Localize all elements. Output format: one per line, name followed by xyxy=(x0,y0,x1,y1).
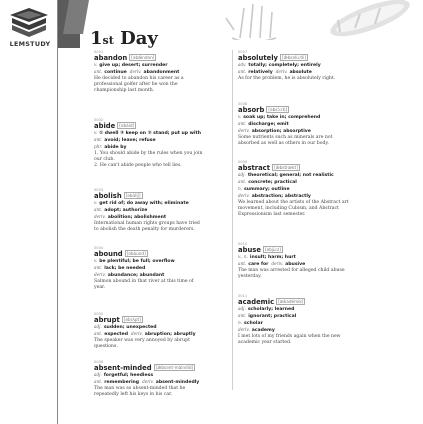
example-sentence: The man was arrested for alleged child abuse xyxy=(238,268,345,273)
part-of-speech: ant. xyxy=(94,207,103,212)
dictionary-entry xyxy=(94,188,226,233)
definition-text: be plentiful; be full; overflow xyxy=(99,259,175,264)
definition-line xyxy=(94,137,226,144)
headword-text: abrupt xyxy=(94,316,120,324)
part-of-speech: v. xyxy=(238,114,242,119)
definition-line xyxy=(94,69,226,76)
example-sentence: Some nutrients such as minerals are not xyxy=(238,135,333,140)
part-of-speech: ant. xyxy=(94,331,103,336)
definition-text: expected xyxy=(104,332,129,337)
example-sentence: year. xyxy=(94,285,106,290)
definition-line xyxy=(238,254,388,261)
definition-text: give up; desert; surrender xyxy=(99,63,168,68)
definition-text: relatively xyxy=(248,70,273,75)
entry-number: 0006 xyxy=(94,360,104,364)
definition-line xyxy=(238,186,388,193)
definition-text: insult; harm; hurt xyxy=(249,255,296,260)
headword xyxy=(94,54,226,62)
entry-number: 0004 xyxy=(94,246,104,250)
definition-line xyxy=(94,272,226,279)
part-of-speech: ant. xyxy=(238,69,247,74)
entry-number: 0010 xyxy=(238,242,248,246)
example-sentence: Salmon abound in that river at this time of xyxy=(94,279,194,284)
example-sentence: yesterday. xyxy=(238,274,262,279)
headword xyxy=(94,316,226,324)
headword xyxy=(238,106,388,114)
definition-text: absent-mindedly xyxy=(155,380,200,385)
definition-line xyxy=(94,265,226,272)
definition-text: abusive xyxy=(285,262,306,267)
part-of-speech: deriv. xyxy=(94,214,106,219)
definition-text: care for xyxy=(248,262,269,267)
example-sentence: As for the problem, he is absolutely right. xyxy=(238,76,336,81)
column-divider xyxy=(232,50,233,390)
definition-line xyxy=(94,324,226,331)
entry-number: 0001 xyxy=(94,50,104,54)
pronunciation: [ǽbsəlùːtli] xyxy=(281,55,306,60)
pronunciation: [əbjúːz] xyxy=(264,247,281,252)
definition-line xyxy=(238,62,388,69)
definition-line xyxy=(238,327,388,334)
definition-line xyxy=(238,320,388,327)
definition-text: ① dwell ② keep on ③ stand; put up with xyxy=(99,131,201,136)
headword xyxy=(94,192,226,200)
part-of-speech: adj. xyxy=(94,324,102,329)
example-sentence: The speaker was very annoyed by abrupt xyxy=(94,338,190,343)
definition-text: concrete; practical xyxy=(248,180,297,185)
headword xyxy=(238,164,388,172)
pronunciation: [əbrʌ́pt] xyxy=(123,317,141,322)
part-of-speech: ant. xyxy=(94,265,103,270)
definition-text: remembering xyxy=(104,380,140,385)
definition-line xyxy=(238,306,388,313)
part-of-speech: v. xyxy=(94,258,98,263)
part-of-speech: ant. xyxy=(94,137,103,142)
entry-number: 0008 xyxy=(238,102,248,106)
part-of-speech: adv. xyxy=(238,62,247,67)
example-sentence: The man was so absent-minded that he xyxy=(94,386,186,391)
part-of-speech: n. xyxy=(238,186,243,191)
part-of-speech: deriv. xyxy=(142,379,154,384)
page-title xyxy=(90,28,158,49)
headword xyxy=(238,298,388,306)
entry-number: 0005 xyxy=(94,312,104,316)
dictionary-entry xyxy=(94,50,226,94)
part-of-speech: ant. xyxy=(238,313,247,318)
headword-text: abide xyxy=(94,122,116,130)
definition-text: sudden; unexpected xyxy=(103,325,157,330)
part-of-speech: adj. xyxy=(94,372,102,377)
example-sentence: We learned about the artists of the Abstract art xyxy=(238,200,349,205)
part-of-speech: deriv. xyxy=(131,331,143,336)
header-hand-image xyxy=(220,0,420,40)
headword-text: absent-minded xyxy=(94,364,152,372)
part-of-speech: v., n. xyxy=(238,254,248,259)
pronunciation: [ǽbsənt-máindid] xyxy=(155,365,194,370)
headword-text: abandon xyxy=(94,54,128,62)
dictionary-entry xyxy=(94,246,226,291)
pronunciation: [ækədémik] xyxy=(278,299,304,304)
example-sentence: to abolish the death penalty for murderers. xyxy=(94,227,195,232)
dictionary-entry xyxy=(238,242,388,280)
definition-text: absorption; absorptive xyxy=(251,129,311,134)
example-sentence: movement, including Cubism, and Abstract xyxy=(238,206,339,211)
page-edge xyxy=(57,0,58,424)
part-of-speech: deriv. xyxy=(238,193,250,198)
title-number: 1 xyxy=(90,28,103,49)
example-sentence: championship last month. xyxy=(94,88,155,93)
definition-text: scholarly; learned xyxy=(247,307,295,312)
definition-text: lack; be needed xyxy=(104,266,146,271)
headword-text: abstract xyxy=(238,164,270,172)
definition-line xyxy=(94,331,226,338)
pronunciation: [əbáid] xyxy=(119,123,135,128)
definition-line xyxy=(238,114,388,121)
example-sentence: I met lots of my friends again when the new xyxy=(238,334,341,339)
example-sentence: professional golfer after he won the xyxy=(94,82,178,87)
definition-text: absolute xyxy=(289,70,312,75)
definition-text: abide by xyxy=(104,145,127,150)
definition-text: abolition; abolishment xyxy=(107,215,167,220)
part-of-speech: deriv. xyxy=(275,69,288,74)
definition-line xyxy=(94,207,226,214)
definition-text: discharge; emit xyxy=(248,122,289,127)
definition-line xyxy=(94,62,226,69)
lemstudy-logo xyxy=(6,6,52,40)
definition-text: soak up; take in; comprehend xyxy=(243,115,321,120)
definition-text: theoretical; general; not realistic xyxy=(247,173,334,178)
definition-text: abundance; abundant xyxy=(107,273,165,278)
part-of-speech: deriv. xyxy=(238,128,250,133)
definition-text: totally; completely; entirely xyxy=(248,63,321,68)
definition-line xyxy=(238,128,388,135)
headword xyxy=(238,54,388,62)
definition-text: avoid; leave; refuse xyxy=(104,138,156,143)
part-of-speech: deriv. xyxy=(129,69,142,74)
dictionary-entry xyxy=(94,118,226,169)
part-of-speech: adj. xyxy=(238,172,246,177)
part-of-speech: n. xyxy=(238,320,243,325)
definition-text: adopt; authorize xyxy=(104,208,148,213)
definition-text: continue xyxy=(104,70,127,75)
pronunciation: [əbsɔ́ːrb] xyxy=(268,107,288,112)
part-of-speech: v. xyxy=(94,130,98,135)
part-of-speech: adj. xyxy=(238,306,246,311)
definition-line xyxy=(94,258,226,265)
part-of-speech: ant. xyxy=(238,179,247,184)
definition-text: scholar xyxy=(244,321,263,326)
pronunciation: [əbáund] xyxy=(126,251,146,256)
definition-line xyxy=(238,193,388,200)
headword-text: academic xyxy=(238,298,275,306)
definition-text: abstraction; abstractly xyxy=(251,194,311,199)
example-sentence: Expressionism last semester. xyxy=(238,212,306,217)
definition-line xyxy=(238,121,388,128)
pronunciation: [əbɑ́liʃ] xyxy=(125,193,141,198)
headword-text: abound xyxy=(94,250,123,258)
part-of-speech: v. xyxy=(94,200,98,205)
example-sentence: absorbed as well as others in our body. xyxy=(238,141,329,146)
example-sentence: our club. xyxy=(94,157,115,162)
dictionary-entry xyxy=(238,50,388,82)
definition-text: academy xyxy=(251,328,275,333)
headword xyxy=(94,250,226,258)
definition-text: abruption; abruptly xyxy=(144,332,196,337)
part-of-speech: deriv. xyxy=(271,261,284,266)
definition-line xyxy=(238,313,388,320)
example-sentence: 1. You should abide by the rules when you join xyxy=(94,151,203,156)
definition-line xyxy=(94,144,226,151)
pronunciation: [ǽbstrækt] xyxy=(273,165,298,170)
dictionary-entry xyxy=(238,160,388,218)
example-sentence: repeatedly left his keys in his car. xyxy=(94,392,173,397)
entry-number: 0003 xyxy=(94,188,104,192)
part-of-speech: deriv. xyxy=(94,272,106,277)
definition-line xyxy=(94,200,226,207)
part-of-speech: deriv. xyxy=(238,327,250,332)
definition-text: ignorant; practical xyxy=(248,314,297,319)
definition-line xyxy=(94,130,226,137)
pronunciation: [əbǽndən] xyxy=(131,55,155,60)
brand-name: LEMSTUDY xyxy=(9,40,51,48)
definition-line xyxy=(238,261,388,268)
part-of-speech: phr. xyxy=(94,144,103,149)
definition-line xyxy=(238,69,388,76)
dictionary-entry xyxy=(94,312,226,350)
dictionary-entry xyxy=(238,294,388,346)
definition-text: forgetful; heedless xyxy=(103,373,154,378)
title-word: Day xyxy=(120,28,158,49)
definition-line xyxy=(238,172,388,179)
part-of-speech: ant. xyxy=(238,261,247,266)
headword xyxy=(238,246,388,254)
headword-text: absorb xyxy=(238,106,265,114)
headword-text: absolutely xyxy=(238,54,278,62)
headword-text: abolish xyxy=(94,192,122,200)
headword xyxy=(94,364,226,372)
definition-text: summary; outline xyxy=(244,187,290,192)
entry-number: 0002 xyxy=(94,118,104,122)
example-sentence: questions. xyxy=(94,344,118,349)
definition-line xyxy=(94,379,226,386)
headword-text: abuse xyxy=(238,246,261,254)
title-suffix: st xyxy=(102,34,114,47)
example-sentence: 2. He can't abide people who tell lies. xyxy=(94,163,182,168)
part-of-speech: ant. xyxy=(238,121,247,126)
example-sentence: He decided to abandon his career as a xyxy=(94,76,184,81)
definition-line xyxy=(94,372,226,379)
entry-number: 0007 xyxy=(238,50,248,54)
example-sentence: academic year started. xyxy=(238,340,292,345)
dictionary-entry xyxy=(94,360,226,398)
part-of-speech: v. xyxy=(94,62,98,67)
headword xyxy=(94,122,226,130)
definition-text: abandonment xyxy=(143,70,180,75)
part-of-speech: ant. xyxy=(94,69,103,74)
definition-text: get rid of; do away with; eliminate xyxy=(99,201,189,206)
entry-number: 0009 xyxy=(238,160,248,164)
part-of-speech: ant. xyxy=(94,379,103,384)
entry-number: 0011 xyxy=(238,294,248,298)
definition-line xyxy=(94,214,226,221)
dictionary-entry xyxy=(238,102,388,147)
example-sentence: International human rights groups have tried xyxy=(94,221,200,226)
definition-line xyxy=(238,179,388,186)
